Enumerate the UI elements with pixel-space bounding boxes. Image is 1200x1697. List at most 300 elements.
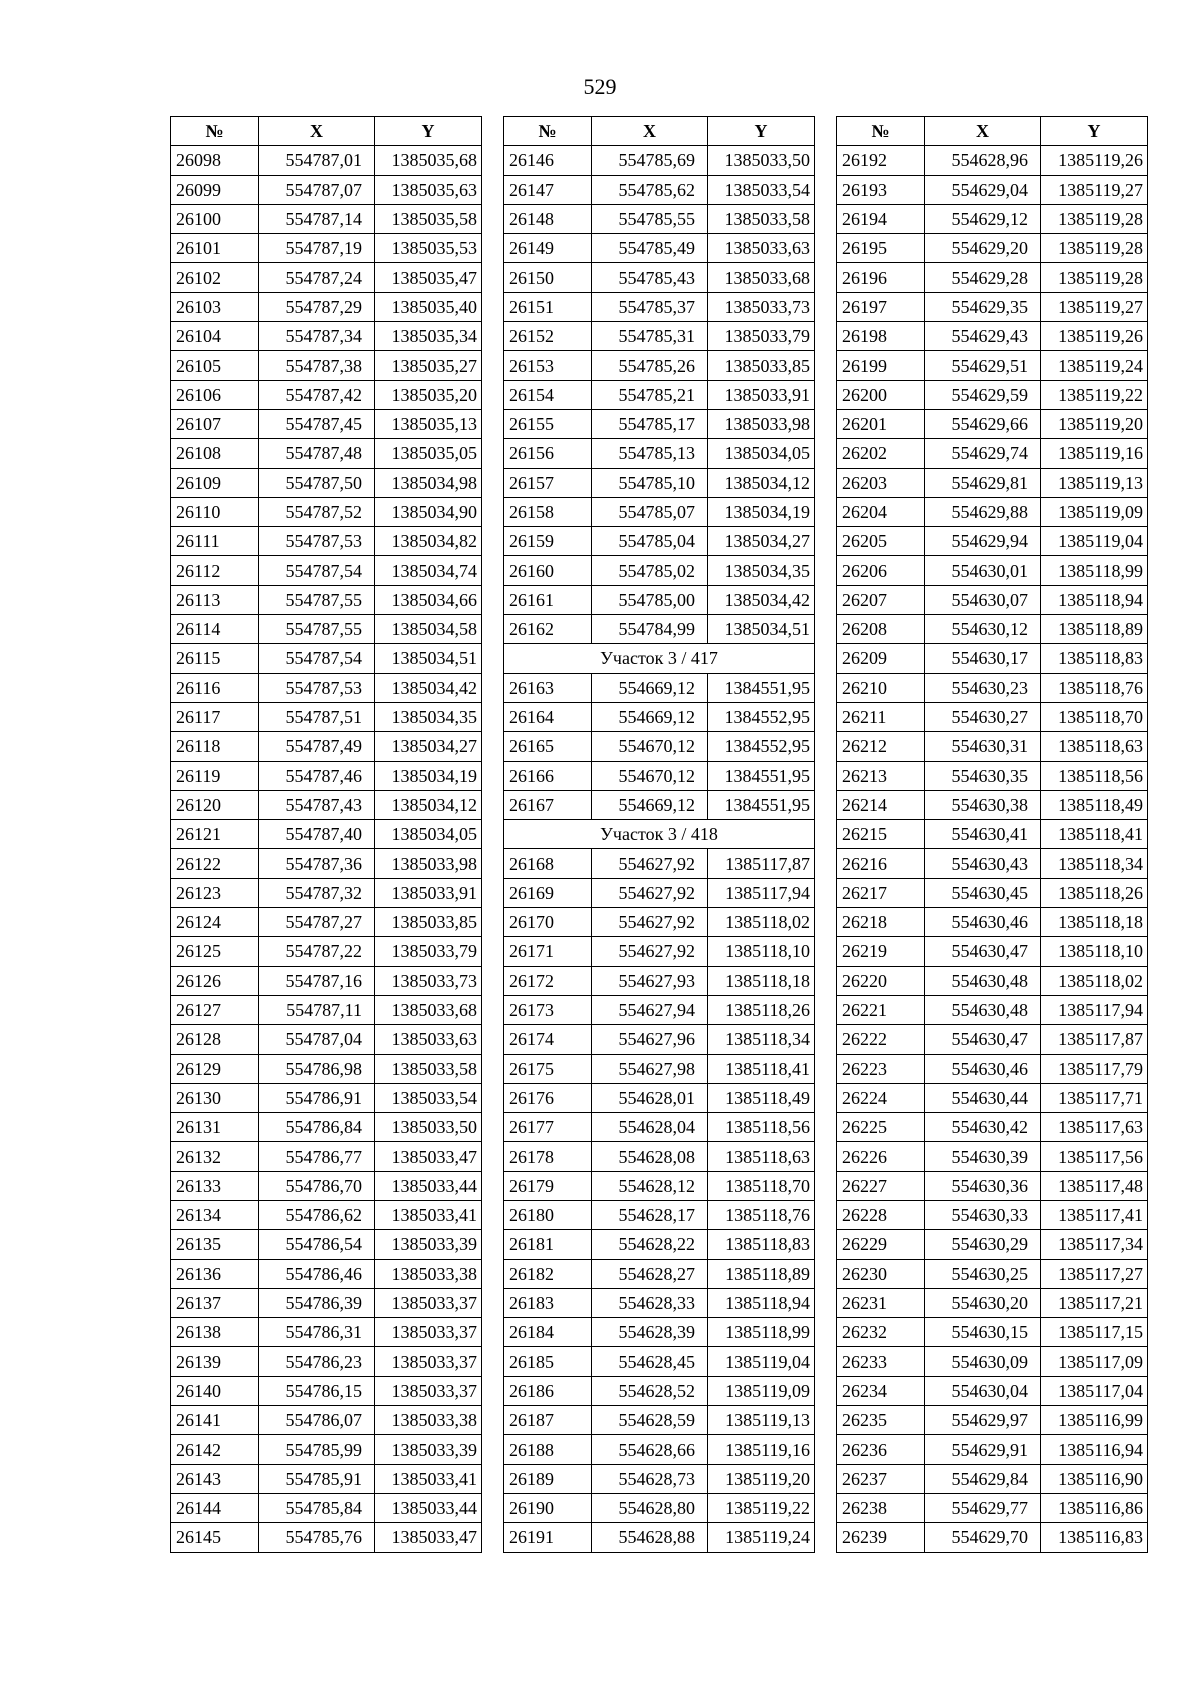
table-row: [837, 732, 1148, 761]
x-coordinate-cell: 554669,12: [592, 790, 708, 819]
table-row: [504, 732, 815, 761]
table-body: [504, 146, 815, 1552]
x-coordinate-cell: 554628,52: [592, 1376, 708, 1405]
y-coordinate-cell: 1385117,87: [1041, 1025, 1148, 1054]
point-number-cell: 26174: [504, 1025, 592, 1054]
x-coordinate-cell: 554630,09: [925, 1347, 1041, 1376]
table-row: [837, 556, 1148, 585]
table-row: [837, 527, 1148, 556]
point-number-cell: 26189: [504, 1464, 592, 1493]
x-coordinate-cell: 554628,04: [592, 1113, 708, 1142]
point-number-cell: 26173: [504, 995, 592, 1024]
x-coordinate-cell: 554629,28: [925, 263, 1041, 292]
table-row: [837, 322, 1148, 351]
x-coordinate-cell: 554787,40: [259, 820, 375, 849]
y-coordinate-cell: 1385119,16: [1041, 439, 1148, 468]
table-row: [504, 1083, 815, 1112]
y-coordinate-cell: 1385119,20: [708, 1464, 815, 1493]
y-coordinate-cell: 1385119,09: [708, 1376, 815, 1405]
x-coordinate-cell: 554787,43: [259, 790, 375, 819]
y-coordinate-cell: 1385033,37: [375, 1347, 482, 1376]
table-row: [837, 497, 1148, 526]
y-coordinate-cell: 1385118,83: [1041, 644, 1148, 673]
y-coordinate-cell: 1385033,85: [708, 351, 815, 380]
table-row: [171, 1259, 482, 1288]
x-coordinate-cell: 554787,22: [259, 937, 375, 966]
table-row: [504, 527, 815, 556]
point-number-cell: 26161: [504, 585, 592, 614]
x-coordinate-cell: 554785,62: [592, 175, 708, 204]
x-coordinate-cell: 554630,48: [925, 966, 1041, 995]
y-coordinate-cell: 1385035,13: [375, 409, 482, 438]
point-number-cell: 26164: [504, 702, 592, 731]
x-coordinate-cell: 554630,38: [925, 790, 1041, 819]
point-number-cell: 26218: [837, 908, 925, 937]
table-row: [504, 263, 815, 292]
point-number-cell: 26111: [171, 527, 259, 556]
y-coordinate-cell: 1385035,40: [375, 292, 482, 321]
y-coordinate-cell: 1385118,18: [708, 966, 815, 995]
point-number-cell: 26214: [837, 790, 925, 819]
table-row: [837, 263, 1148, 292]
point-number-cell: 26166: [504, 761, 592, 790]
x-coordinate-cell: 554628,59: [592, 1406, 708, 1435]
table-row: [837, 1288, 1148, 1317]
x-coordinate-cell: 554630,47: [925, 937, 1041, 966]
table-row: [837, 439, 1148, 468]
y-coordinate-cell: 1385116,94: [1041, 1435, 1148, 1464]
y-coordinate-cell: 1385035,27: [375, 351, 482, 380]
y-coordinate-cell: 1384552,95: [708, 702, 815, 731]
x-coordinate-cell: 554628,17: [592, 1200, 708, 1229]
point-number-cell: 26196: [837, 263, 925, 292]
point-number-cell: 26142: [171, 1435, 259, 1464]
point-number-cell: 26180: [504, 1200, 592, 1229]
y-coordinate-cell: 1385033,73: [375, 966, 482, 995]
y-coordinate-cell: 1385033,37: [375, 1318, 482, 1347]
x-coordinate-cell: 554785,99: [259, 1435, 375, 1464]
point-number-cell: 26171: [504, 937, 592, 966]
table-row: [171, 263, 482, 292]
x-coordinate-cell: 554630,41: [925, 820, 1041, 849]
table-row: [171, 292, 482, 321]
table-row: [837, 1347, 1148, 1376]
point-number-cell: 26112: [171, 556, 259, 585]
table-row: [504, 146, 815, 175]
column-header-y: Y: [375, 117, 482, 146]
point-number-cell: 26098: [171, 146, 259, 175]
point-number-cell: 26185: [504, 1347, 592, 1376]
page-number: 529: [583, 74, 617, 99]
table-row: [171, 1288, 482, 1317]
point-number-cell: 26223: [837, 1054, 925, 1083]
x-coordinate-cell: 554629,97: [925, 1406, 1041, 1435]
point-number-cell: 26219: [837, 937, 925, 966]
table-row: [171, 1523, 482, 1552]
x-coordinate-cell: 554787,48: [259, 439, 375, 468]
x-coordinate-cell: 554630,04: [925, 1376, 1041, 1405]
y-coordinate-cell: 1385119,28: [1041, 234, 1148, 263]
x-coordinate-cell: 554785,00: [592, 585, 708, 614]
x-coordinate-cell: 554786,84: [259, 1113, 375, 1142]
table-row: [837, 995, 1148, 1024]
y-coordinate-cell: 1385034,19: [375, 761, 482, 790]
table-row: [837, 673, 1148, 702]
table-row: [171, 1142, 482, 1171]
table-row: [837, 1318, 1148, 1347]
x-coordinate-cell: 554786,39: [259, 1288, 375, 1317]
y-coordinate-cell: 1385034,12: [375, 790, 482, 819]
x-coordinate-cell: 554785,07: [592, 497, 708, 526]
table-row: [171, 1493, 482, 1522]
x-coordinate-cell: 554787,07: [259, 175, 375, 204]
x-coordinate-cell: 554629,12: [925, 204, 1041, 233]
y-coordinate-cell: 1385117,94: [1041, 995, 1148, 1024]
x-coordinate-cell: 554629,74: [925, 439, 1041, 468]
y-coordinate-cell: 1385034,74: [375, 556, 482, 585]
point-number-cell: 26102: [171, 263, 259, 292]
x-coordinate-cell: 554786,31: [259, 1318, 375, 1347]
y-coordinate-cell: 1385118,94: [708, 1288, 815, 1317]
point-number-cell: 26194: [837, 204, 925, 233]
x-coordinate-cell: 554786,46: [259, 1259, 375, 1288]
y-coordinate-cell: 1385119,26: [1041, 146, 1148, 175]
table-row: [837, 966, 1148, 995]
y-coordinate-cell: 1385034,42: [708, 585, 815, 614]
y-coordinate-cell: 1385033,85: [375, 908, 482, 937]
y-coordinate-cell: 1385117,34: [1041, 1230, 1148, 1259]
table-row: [504, 1113, 815, 1142]
table-row: [837, 1054, 1148, 1083]
point-number-cell: 26198: [837, 322, 925, 351]
table-row: [837, 1113, 1148, 1142]
y-coordinate-cell: 1385117,63: [1041, 1113, 1148, 1142]
point-number-cell: 26201: [837, 409, 925, 438]
table-row: [171, 175, 482, 204]
y-coordinate-cell: 1385116,83: [1041, 1523, 1148, 1552]
table-row: [837, 468, 1148, 497]
x-coordinate-cell: 554629,91: [925, 1435, 1041, 1464]
table-row: [837, 790, 1148, 819]
point-number-cell: 26231: [837, 1288, 925, 1317]
point-number-cell: 26125: [171, 937, 259, 966]
point-number-cell: 26191: [504, 1523, 592, 1552]
table-row: [837, 1083, 1148, 1112]
table-row: [171, 908, 482, 937]
y-coordinate-cell: 1385033,91: [375, 878, 482, 907]
point-number-cell: 26105: [171, 351, 259, 380]
point-number-cell: 26229: [837, 1230, 925, 1259]
x-coordinate-cell: 554787,55: [259, 615, 375, 644]
x-coordinate-cell: 554787,55: [259, 585, 375, 614]
point-number-cell: 26167: [504, 790, 592, 819]
point-number-cell: 26118: [171, 732, 259, 761]
x-coordinate-cell: 554786,07: [259, 1406, 375, 1435]
point-number-cell: 26210: [837, 673, 925, 702]
point-number-cell: 26179: [504, 1171, 592, 1200]
table-row: [837, 1523, 1148, 1552]
table-row: [504, 1142, 815, 1171]
y-coordinate-cell: 1385117,04: [1041, 1376, 1148, 1405]
y-coordinate-cell: 1385033,50: [708, 146, 815, 175]
point-number-cell: 26172: [504, 966, 592, 995]
table-row: [837, 937, 1148, 966]
y-coordinate-cell: 1385033,37: [375, 1376, 482, 1405]
x-coordinate-cell: 554630,25: [925, 1259, 1041, 1288]
y-coordinate-cell: 1385033,44: [375, 1493, 482, 1522]
table-row: [837, 351, 1148, 380]
point-number-cell: 26117: [171, 702, 259, 731]
y-coordinate-cell: 1385033,91: [708, 380, 815, 409]
point-number-cell: 26150: [504, 263, 592, 292]
y-coordinate-cell: 1385118,34: [708, 1025, 815, 1054]
table-row: [171, 790, 482, 819]
table-row: [504, 380, 815, 409]
table-row: [504, 1054, 815, 1083]
point-number-cell: 26141: [171, 1406, 259, 1435]
coordinate-table-3: [836, 116, 1148, 1553]
y-coordinate-cell: 1385118,70: [1041, 702, 1148, 731]
y-coordinate-cell: 1385033,41: [375, 1200, 482, 1229]
table-row: [504, 1347, 815, 1376]
point-number-cell: 26130: [171, 1083, 259, 1112]
x-coordinate-cell: 554786,62: [259, 1200, 375, 1229]
point-number-cell: 26238: [837, 1493, 925, 1522]
y-coordinate-cell: 1385033,39: [375, 1435, 482, 1464]
point-number-cell: 26110: [171, 497, 259, 526]
x-coordinate-cell: 554630,01: [925, 556, 1041, 585]
table-row: [837, 908, 1148, 937]
x-coordinate-cell: 554628,88: [592, 1523, 708, 1552]
point-number-cell: 26183: [504, 1288, 592, 1317]
x-coordinate-cell: 554630,36: [925, 1171, 1041, 1200]
table-row: [504, 1171, 815, 1200]
y-coordinate-cell: 1385118,34: [1041, 849, 1148, 878]
x-coordinate-cell: 554784,99: [592, 615, 708, 644]
point-number-cell: 26115: [171, 644, 259, 673]
section-title: Участок 3 / 417: [504, 644, 815, 673]
point-number-cell: 26207: [837, 585, 925, 614]
y-coordinate-cell: 1384551,95: [708, 673, 815, 702]
column-header-y: Y: [708, 117, 815, 146]
x-coordinate-cell: 554786,98: [259, 1054, 375, 1083]
table-row: [171, 761, 482, 790]
point-number-cell: 26128: [171, 1025, 259, 1054]
y-coordinate-cell: 1385119,09: [1041, 497, 1148, 526]
y-coordinate-cell: 1385119,13: [708, 1406, 815, 1435]
table-row: [171, 1200, 482, 1229]
x-coordinate-cell: 554785,69: [592, 146, 708, 175]
x-coordinate-cell: 554629,20: [925, 234, 1041, 263]
x-coordinate-cell: 554628,45: [592, 1347, 708, 1376]
y-coordinate-cell: 1385118,99: [708, 1318, 815, 1347]
point-number-cell: 26226: [837, 1142, 925, 1171]
column-header-num: №: [837, 117, 925, 146]
table-row: [504, 351, 815, 380]
point-number-cell: 26121: [171, 820, 259, 849]
point-number-cell: 26129: [171, 1054, 259, 1083]
point-number-cell: 26206: [837, 556, 925, 585]
table-row: [171, 937, 482, 966]
y-coordinate-cell: 1385033,63: [375, 1025, 482, 1054]
y-coordinate-cell: 1385035,05: [375, 439, 482, 468]
x-coordinate-cell: 554787,29: [259, 292, 375, 321]
table-row: [504, 204, 815, 233]
x-coordinate-cell: 554629,84: [925, 1464, 1041, 1493]
y-coordinate-cell: 1385033,38: [375, 1406, 482, 1435]
y-coordinate-cell: 1385034,35: [375, 702, 482, 731]
y-coordinate-cell: 1385118,26: [708, 995, 815, 1024]
x-coordinate-cell: 554630,07: [925, 585, 1041, 614]
y-coordinate-cell: 1385034,27: [708, 527, 815, 556]
x-coordinate-cell: 554627,94: [592, 995, 708, 1024]
x-coordinate-cell: 554629,43: [925, 322, 1041, 351]
y-coordinate-cell: 1385033,98: [708, 409, 815, 438]
table-row: [504, 409, 815, 438]
point-number-cell: 26205: [837, 527, 925, 556]
y-coordinate-cell: 1385118,26: [1041, 878, 1148, 907]
point-number-cell: 26233: [837, 1347, 925, 1376]
x-coordinate-cell: 554786,77: [259, 1142, 375, 1171]
x-coordinate-cell: 554627,96: [592, 1025, 708, 1054]
point-number-cell: 26192: [837, 146, 925, 175]
table-row: [171, 673, 482, 702]
point-number-cell: 26122: [171, 849, 259, 878]
table-row: [504, 937, 815, 966]
y-coordinate-cell: 1385034,82: [375, 527, 482, 556]
table-row: [837, 1200, 1148, 1229]
x-coordinate-cell: 554787,27: [259, 908, 375, 937]
y-coordinate-cell: 1385035,58: [375, 204, 482, 233]
table-row: [171, 1054, 482, 1083]
point-number-cell: 26157: [504, 468, 592, 497]
table-row: [171, 585, 482, 614]
y-coordinate-cell: 1385119,27: [1041, 292, 1148, 321]
y-coordinate-cell: 1385119,20: [1041, 409, 1148, 438]
x-coordinate-cell: 554670,12: [592, 732, 708, 761]
y-coordinate-cell: 1385033,37: [375, 1288, 482, 1317]
point-number-cell: 26225: [837, 1113, 925, 1142]
x-coordinate-cell: 554786,23: [259, 1347, 375, 1376]
table-row: [171, 1113, 482, 1142]
y-coordinate-cell: 1385033,41: [375, 1464, 482, 1493]
x-coordinate-cell: 554787,32: [259, 878, 375, 907]
point-number-cell: 26152: [504, 322, 592, 351]
point-number-cell: 26211: [837, 702, 925, 731]
point-number-cell: 26132: [171, 1142, 259, 1171]
x-coordinate-cell: 554787,52: [259, 497, 375, 526]
x-coordinate-cell: 554785,21: [592, 380, 708, 409]
table-row: [837, 1230, 1148, 1259]
table-row: [504, 1200, 815, 1229]
table-row: [837, 1171, 1148, 1200]
y-coordinate-cell: 1385034,90: [375, 497, 482, 526]
table-row: [504, 908, 815, 937]
column-header-x: X: [925, 117, 1041, 146]
point-number-cell: 26116: [171, 673, 259, 702]
point-number-cell: 26212: [837, 732, 925, 761]
point-number-cell: 26224: [837, 1083, 925, 1112]
table-row: [504, 1435, 815, 1464]
y-coordinate-cell: 1385034,66: [375, 585, 482, 614]
y-coordinate-cell: 1385116,99: [1041, 1406, 1148, 1435]
y-coordinate-cell: 1385033,50: [375, 1113, 482, 1142]
x-coordinate-cell: 554628,96: [925, 146, 1041, 175]
x-coordinate-cell: 554629,94: [925, 527, 1041, 556]
y-coordinate-cell: 1385119,26: [1041, 322, 1148, 351]
y-coordinate-cell: 1385119,24: [1041, 351, 1148, 380]
y-coordinate-cell: 1385033,38: [375, 1259, 482, 1288]
table-header-row: [837, 117, 1148, 146]
point-number-cell: 26148: [504, 204, 592, 233]
table-row: [171, 556, 482, 585]
y-coordinate-cell: 1385034,19: [708, 497, 815, 526]
table-row: [171, 1406, 482, 1435]
x-coordinate-cell: 554787,46: [259, 761, 375, 790]
y-coordinate-cell: 1385117,15: [1041, 1318, 1148, 1347]
y-coordinate-cell: 1385118,56: [708, 1113, 815, 1142]
x-coordinate-cell: 554629,81: [925, 468, 1041, 497]
y-coordinate-cell: 1385033,68: [375, 995, 482, 1024]
point-number-cell: 26154: [504, 380, 592, 409]
point-number-cell: 26159: [504, 527, 592, 556]
point-number-cell: 26124: [171, 908, 259, 937]
table-row: [504, 761, 815, 790]
point-number-cell: 26156: [504, 439, 592, 468]
point-number-cell: 26234: [837, 1376, 925, 1405]
x-coordinate-cell: 554630,33: [925, 1200, 1041, 1229]
x-coordinate-cell: 554785,55: [592, 204, 708, 233]
table-row: [171, 732, 482, 761]
point-number-cell: 26197: [837, 292, 925, 321]
y-coordinate-cell: 1385033,54: [375, 1083, 482, 1112]
x-coordinate-cell: 554630,20: [925, 1288, 1041, 1317]
y-coordinate-cell: 1385119,04: [708, 1347, 815, 1376]
x-coordinate-cell: 554629,04: [925, 175, 1041, 204]
x-coordinate-cell: 554787,54: [259, 556, 375, 585]
y-coordinate-cell: 1385033,79: [708, 322, 815, 351]
point-number-cell: 26237: [837, 1464, 925, 1493]
table-row: [504, 556, 815, 585]
x-coordinate-cell: 554786,54: [259, 1230, 375, 1259]
table-row: [171, 527, 482, 556]
x-coordinate-cell: 554627,98: [592, 1054, 708, 1083]
point-number-cell: 26209: [837, 644, 925, 673]
y-coordinate-cell: 1385118,02: [1041, 966, 1148, 995]
x-coordinate-cell: 554785,13: [592, 439, 708, 468]
point-number-cell: 26136: [171, 1259, 259, 1288]
point-number-cell: 26153: [504, 351, 592, 380]
table-row: [504, 1493, 815, 1522]
y-coordinate-cell: 1385117,27: [1041, 1259, 1148, 1288]
x-coordinate-cell: 554628,80: [592, 1493, 708, 1522]
table-header-row: [504, 117, 815, 146]
point-number-cell: 26155: [504, 409, 592, 438]
y-coordinate-cell: 1385034,98: [375, 468, 482, 497]
table-row: [837, 820, 1148, 849]
y-coordinate-cell: 1385118,41: [1041, 820, 1148, 849]
point-number-cell: 26169: [504, 878, 592, 907]
y-coordinate-cell: 1385118,89: [708, 1259, 815, 1288]
table-row: [837, 702, 1148, 731]
point-number-cell: 26230: [837, 1259, 925, 1288]
y-coordinate-cell: 1385033,63: [708, 234, 815, 263]
point-number-cell: 26232: [837, 1318, 925, 1347]
x-coordinate-cell: 554786,70: [259, 1171, 375, 1200]
point-number-cell: 26221: [837, 995, 925, 1024]
x-coordinate-cell: 554785,26: [592, 351, 708, 380]
point-number-cell: 26149: [504, 234, 592, 263]
